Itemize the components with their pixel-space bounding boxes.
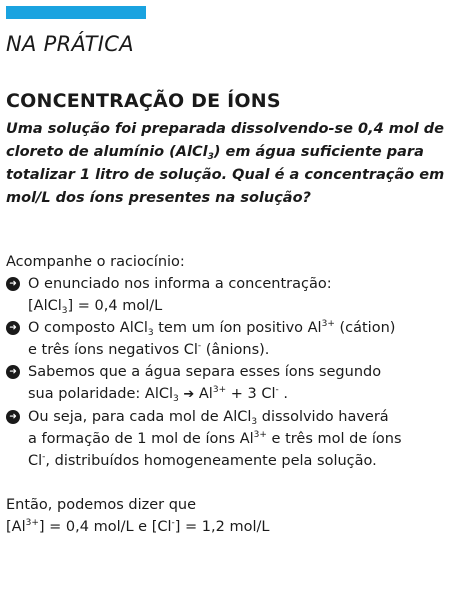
arrow-right-icon: ➔ xyxy=(183,387,195,402)
arrow-circle-right-icon: ➜ xyxy=(6,365,20,379)
arrow-circle-right-icon: ➜ xyxy=(6,277,20,291)
reasoning-section xyxy=(6,251,444,538)
list-item: ➜ Ou seja, para cada mol de AlCl$_3$ dissolvido haverá a formação de 1 mol de íons $Al^{3+}$ e três mol de íons Cl-, distribuídos homogeneamente pela solução. xyxy=(6,406,444,472)
question-line: totalizar 1 litro de solução. Qual é a concentração em xyxy=(6,167,445,183)
page-title: CONCENTRAÇÃO DE ÍONS xyxy=(6,90,281,112)
question-line: Uma solução foi preparada dissolvendo-se 0,4 mol de xyxy=(6,121,445,137)
list-item: ➜ O composto AlCl$_3$ tem um íon positivo $Al^{3+}$ (cátion) e três íons negativos Cl- (ânions). xyxy=(6,317,444,361)
spacer xyxy=(6,472,444,494)
list-item: ➜ O enunciado nos informa a concentração: [AlCl$_3$] = 0,4 mol/L xyxy=(6,273,444,317)
accent-bar xyxy=(6,6,146,19)
intro-text: Acompanhe o raciocínio: xyxy=(6,254,185,270)
list-item: ➜ Sabemos que a água separa esses íons segundo sua polaridade: AlCl$_3$ ➔ $Al^{3+} + 3$ Cl- . xyxy=(6,361,444,406)
arrow-circle-right-icon: ➜ xyxy=(6,410,20,424)
reasoning-list xyxy=(6,273,444,472)
conclusion-line: Então, podemos dizer que xyxy=(6,497,197,513)
question-line: mol/L dos íons presentes na solução? xyxy=(6,190,311,206)
section-label: NA PRÁTICA xyxy=(6,32,134,56)
arrow-circle-right-icon: ➜ xyxy=(6,321,20,335)
question-text xyxy=(6,118,444,210)
question-line: cloreto de alumínio (AlCl$_3$) em água suficiente para xyxy=(6,144,424,162)
conclusion-result: $[Al^{3+}] = 0,4$ mol/L e [Cl-] = 1,2 mol/L xyxy=(6,518,270,535)
